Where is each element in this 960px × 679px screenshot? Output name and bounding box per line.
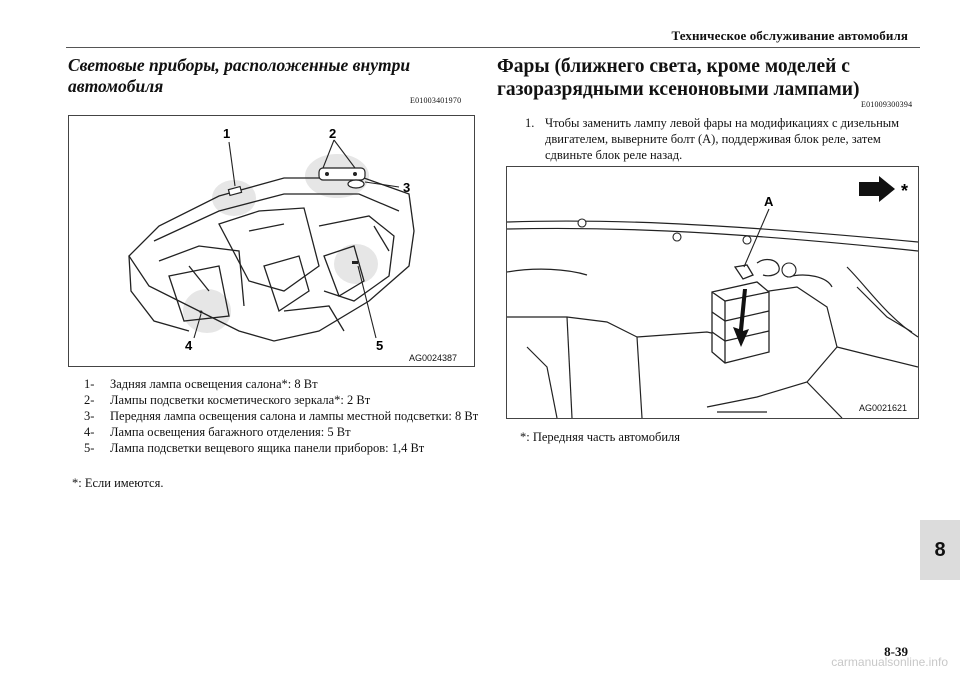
watermark: carmanualsonline.info	[831, 655, 948, 669]
section-title-interior-lights: Световые приборы, расположенные внутри автомобиля	[68, 55, 411, 96]
legend-item-number: 4-	[84, 425, 95, 439]
callout-5: 5	[376, 338, 384, 353]
callout-4: 4	[185, 338, 193, 353]
callout-3: 3	[403, 180, 411, 195]
car-interior-illustration	[69, 116, 474, 366]
section-code-left: E01003401970	[410, 96, 462, 105]
callout-2: 2	[329, 126, 337, 141]
footnote-left: *: Если имеются.	[72, 476, 164, 490]
header-rule	[66, 47, 920, 48]
section-title-headlights: Фары (ближнего света, кроме моделей с газоразрядными ксеноновыми лампами)	[497, 56, 860, 100]
legend-item-text: Лампа освещения багажного отделения: 5 Вт	[110, 425, 351, 439]
label-bolt-a: A	[764, 194, 774, 209]
page-number: 8-39	[884, 644, 908, 659]
chapter-tab: 8	[920, 520, 960, 580]
legend-item-text: Лампы подсветки косметического зеркала*: 2 Вт	[110, 393, 371, 407]
legend-item-number: 3-	[84, 409, 95, 423]
legend-item	[84, 440, 484, 456]
figure-caption-left: AG0024387	[409, 353, 458, 363]
label-front-star: *	[901, 181, 909, 201]
legend-item-number: 2-	[84, 393, 95, 407]
callout-1: 1	[223, 126, 231, 141]
legend-list	[84, 376, 484, 456]
footnote-right: *: Передняя часть автомобиля	[520, 430, 681, 444]
legend-item-text: Лампа подсветки вещевого ящика панели приборов: 1,4 Вт	[110, 441, 425, 455]
legend-item	[84, 408, 484, 424]
instruction-step	[525, 115, 915, 163]
legend-item	[84, 376, 484, 392]
legend-item-number: 1-	[84, 377, 95, 391]
figure-caption-right: AG0021621	[859, 403, 908, 413]
arrow-right-icon	[859, 176, 895, 202]
legend-item-text: Задняя лампа освещения салона*: 8 Вт	[110, 377, 318, 391]
step-number: 1.	[525, 116, 535, 130]
engine-bay-illustration	[507, 167, 918, 418]
legend-item	[84, 392, 484, 408]
section-code-right: E01009300394	[861, 100, 913, 109]
legend-item-text: Передняя лампа освещения салона и лампы местной подсветки: 8 Вт	[110, 409, 479, 423]
step-text: Чтобы заменить лампу левой фары на модификациях с дизельным двигателем, выверните болт (A), поддерживая блок реле, затем сдвиньте блок реле назад.	[545, 116, 900, 162]
legend-item-number: 5-	[84, 441, 95, 455]
legend-item	[84, 424, 484, 440]
figure-relay-block	[506, 166, 919, 419]
figure-interior-lights	[68, 115, 475, 367]
running-header: Техническое обслуживание автомобиля	[671, 28, 908, 43]
